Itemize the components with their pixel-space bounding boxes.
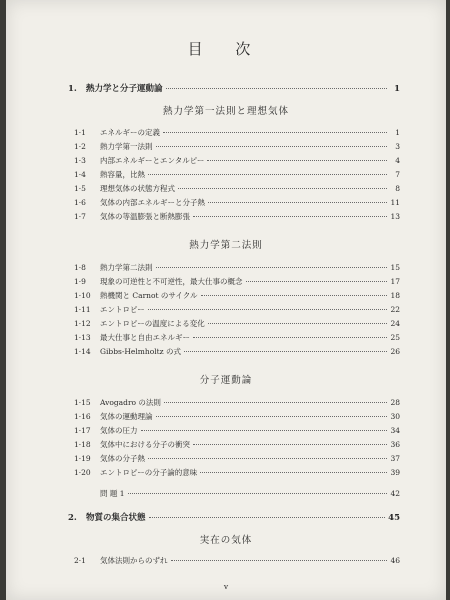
page-number: 7 xyxy=(395,170,400,179)
toc-entry xyxy=(74,346,400,357)
page-number: 3 xyxy=(395,142,400,151)
chapter-number: 1. xyxy=(68,84,77,94)
entry-title: 現象の可逆性と不可逆性，最大仕事の概念 xyxy=(100,277,243,286)
section-heading-second-law: 熱力学第二法則 xyxy=(189,240,263,251)
page-number: 11 xyxy=(390,198,400,207)
entry-title: 最大仕事と自由エネルギー xyxy=(100,333,190,342)
entry-title: 熱力学第一法則 xyxy=(100,142,153,151)
entry-number: 1·10 xyxy=(74,291,91,300)
leader-dots xyxy=(200,472,387,473)
leader-dots xyxy=(149,517,386,518)
entry-title: 気体の運動理論 xyxy=(100,412,153,421)
leader-dots xyxy=(208,202,387,203)
toc-entry xyxy=(74,397,400,408)
page-folio: v xyxy=(223,582,229,591)
page-number: 39 xyxy=(390,468,400,477)
entry-number: 1·9 xyxy=(74,277,86,286)
toc-entry xyxy=(74,439,400,450)
toc-entry xyxy=(74,211,400,222)
page-number: 45 xyxy=(388,513,400,523)
entry-number: 1·2 xyxy=(74,142,86,151)
page-number: 46 xyxy=(390,556,400,565)
entry-title: 気体の圧力 xyxy=(100,426,138,435)
leader-dots xyxy=(148,174,387,175)
entry-title: 気体法則からのずれ xyxy=(100,556,168,565)
page-number: 24 xyxy=(390,319,400,328)
entry-number: 1·1 xyxy=(74,128,86,137)
chapter-title: 熱力学と分子運動論 xyxy=(86,84,163,94)
section-heading-first-law: 熱力学第一法則と理想気体 xyxy=(162,106,289,117)
page-number: 15 xyxy=(390,263,400,272)
leader-dots xyxy=(164,402,387,403)
chapter-1 xyxy=(68,82,400,94)
entry-title: 内部エネルギーとエンタルピー xyxy=(100,156,205,165)
entry-number: 1·15 xyxy=(74,398,91,407)
leader-dots xyxy=(184,351,387,352)
page-number: 4 xyxy=(395,156,400,165)
entry-number: 1·19 xyxy=(74,454,91,463)
entry-title: エネルギーの定義 xyxy=(100,128,160,137)
entry-number: 1·14 xyxy=(74,347,91,356)
entry-number: 1·3 xyxy=(74,156,86,165)
toc-entry xyxy=(74,453,400,464)
entry-title: Gibbs-Helmholtz の式 xyxy=(100,347,181,356)
leader-dots xyxy=(246,281,388,282)
chapter-number: 2. xyxy=(68,513,77,523)
page-number: 22 xyxy=(390,305,400,314)
page-number: 8 xyxy=(395,184,400,193)
leader-dots xyxy=(207,160,387,161)
toc-entry xyxy=(74,467,400,478)
toc-entry xyxy=(74,276,400,287)
toc-entry xyxy=(74,155,400,166)
toc-entry xyxy=(74,304,400,315)
toc-entry xyxy=(74,425,400,436)
entry-number: 1·5 xyxy=(74,184,86,193)
page-number: 42 xyxy=(390,489,400,498)
leader-dots xyxy=(208,323,387,324)
toc-entry xyxy=(74,411,400,422)
section-heading-real-gas: 実在の気体 xyxy=(199,535,253,546)
leader-dots xyxy=(128,493,387,494)
chapter-title: 物質の集合状態 xyxy=(86,513,146,523)
entry-title: 理想気体の状態方程式 xyxy=(100,184,175,193)
page-number: 26 xyxy=(390,347,400,356)
entry-title: 問 題 1 xyxy=(100,489,125,498)
leader-dots xyxy=(163,132,387,133)
book-page xyxy=(6,0,446,600)
leader-dots xyxy=(156,146,388,147)
toc-entry xyxy=(74,169,400,180)
entry-title: 熱力学第二法則 xyxy=(100,263,153,272)
entry-number: 2·1 xyxy=(74,556,86,565)
leader-dots xyxy=(166,88,387,89)
leader-dots xyxy=(156,416,388,417)
entry-number: 1·13 xyxy=(74,333,91,342)
toc-entry-problems xyxy=(74,488,400,499)
entry-title: 気体の分子熱 xyxy=(100,454,145,463)
page-number: 1 xyxy=(394,84,400,94)
toc-title: 目 次 xyxy=(187,40,265,58)
entry-title: Avogadro の法則 xyxy=(100,398,161,407)
toc-entry xyxy=(74,141,400,152)
leader-dots xyxy=(171,560,388,561)
leader-dots xyxy=(141,430,388,431)
entry-number: 1·18 xyxy=(74,440,91,449)
page-number: 25 xyxy=(390,333,400,342)
entry-number: 1·20 xyxy=(74,468,91,477)
section-heading-kinetic-theory: 分子運動論 xyxy=(199,375,253,386)
chapter-2 xyxy=(68,511,400,523)
toc-entry xyxy=(74,318,400,329)
entry-title: 気体中における分子の衝突 xyxy=(100,440,190,449)
toc-entry xyxy=(74,262,400,273)
entry-number: 1·12 xyxy=(74,319,91,328)
toc-entry xyxy=(74,197,400,208)
leader-dots xyxy=(193,337,387,338)
page-number: 30 xyxy=(390,412,400,421)
entry-title: エントロピー xyxy=(100,305,145,314)
entry-number: 1·11 xyxy=(74,305,91,314)
page-number: 36 xyxy=(390,440,400,449)
entry-number: 1·7 xyxy=(74,212,86,221)
page-number: 37 xyxy=(390,454,400,463)
entry-number: 1·8 xyxy=(74,263,86,272)
entry-title: エントロピーの温度による変化 xyxy=(100,319,205,328)
toc-entry xyxy=(74,555,400,566)
page-number: 17 xyxy=(390,277,400,286)
leader-dots xyxy=(193,444,387,445)
leader-dots xyxy=(201,295,387,296)
entry-title: 気体の内部エネルギーと分子熱 xyxy=(100,198,205,207)
leader-dots xyxy=(148,309,387,310)
entry-number: 1·4 xyxy=(74,170,86,179)
entry-number: 1·6 xyxy=(74,198,86,207)
page-number: 13 xyxy=(390,212,400,221)
entry-title: 熱機関と Carnot のサイクル xyxy=(100,291,198,300)
toc-entry xyxy=(74,332,400,343)
entry-title: 気体の等温膨張と断熱膨張 xyxy=(100,212,190,221)
entry-number: 1·16 xyxy=(74,412,91,421)
toc-entry xyxy=(74,127,400,138)
leader-dots xyxy=(178,188,387,189)
entry-title: エントロピーの分子論的意味 xyxy=(100,468,198,477)
toc-entry xyxy=(74,290,400,301)
page-number: 34 xyxy=(390,426,400,435)
entry-number: 1·17 xyxy=(74,426,91,435)
page-number: 18 xyxy=(390,291,400,300)
leader-dots xyxy=(148,458,387,459)
entry-title: 熱容量，比熱 xyxy=(100,170,145,179)
leader-dots xyxy=(193,216,387,217)
page-number: 28 xyxy=(390,398,400,407)
toc-entry xyxy=(74,183,400,194)
page-number: 1 xyxy=(395,128,400,137)
leader-dots xyxy=(156,267,388,268)
